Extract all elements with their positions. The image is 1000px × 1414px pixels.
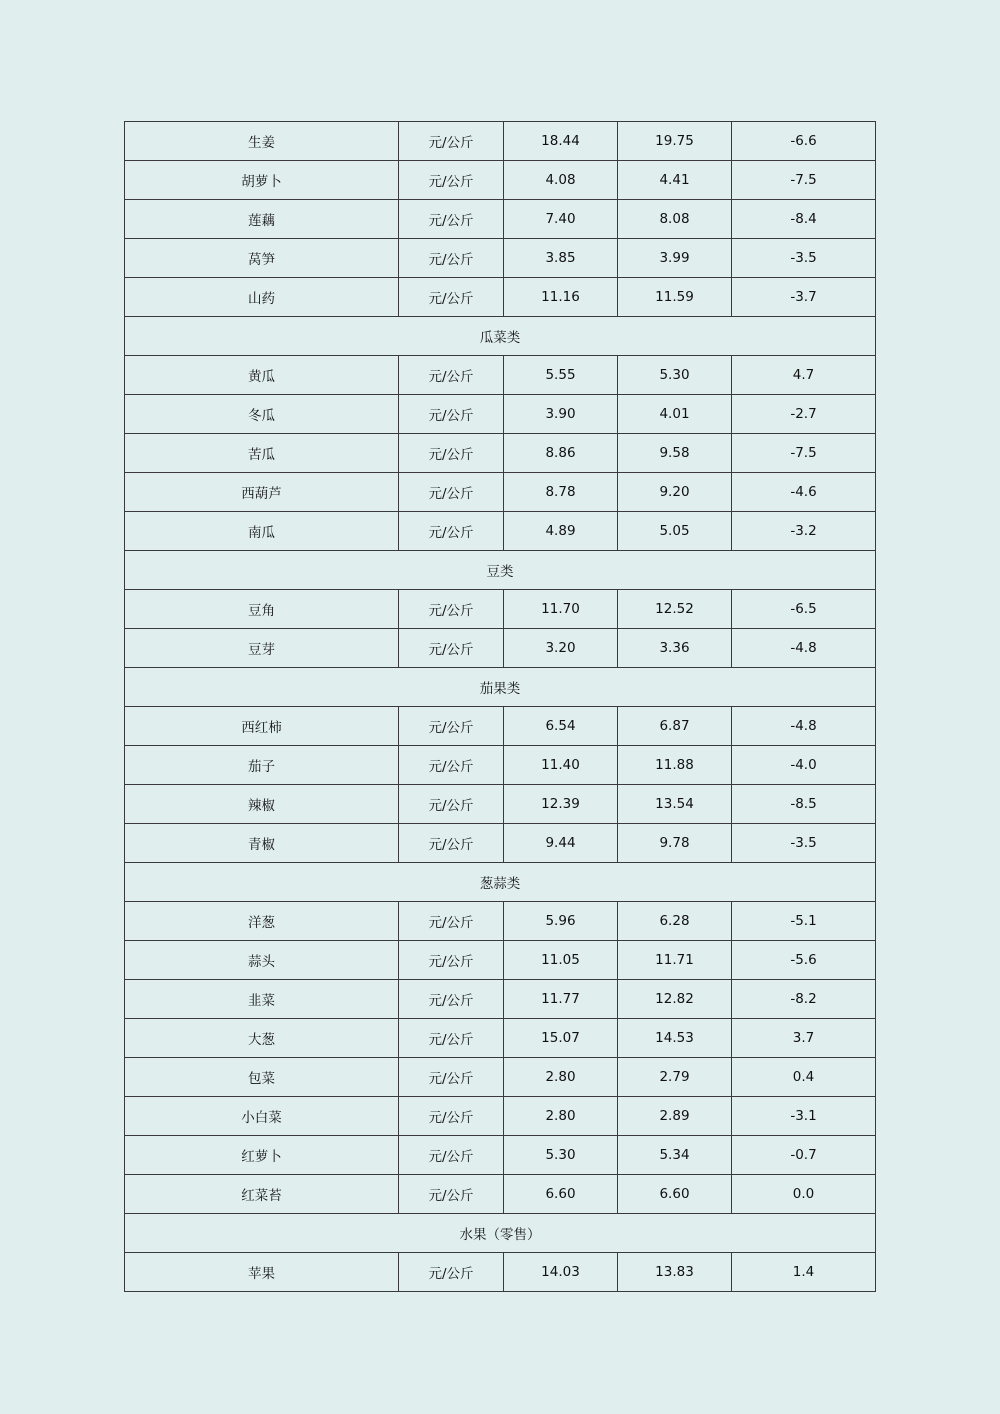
current-price-cell: 2.80 <box>504 1058 618 1097</box>
unit-cell: 元/公斤 <box>399 1019 504 1058</box>
item-name-cell: 豆角 <box>125 590 399 629</box>
previous-price-cell: 13.83 <box>618 1253 732 1292</box>
unit-cell: 元/公斤 <box>399 707 504 746</box>
current-price-cell: 14.03 <box>504 1253 618 1292</box>
unit-cell: 元/公斤 <box>399 941 504 980</box>
table-row <box>125 980 876 1019</box>
previous-price-cell: 12.52 <box>618 590 732 629</box>
unit-cell: 元/公斤 <box>399 1136 504 1175</box>
table-row <box>125 395 876 434</box>
change-percent-cell: -7.5 <box>732 434 876 473</box>
unit-cell: 元/公斤 <box>399 200 504 239</box>
table-row <box>125 434 876 473</box>
previous-price-cell: 5.30 <box>618 356 732 395</box>
current-price-cell: 9.44 <box>504 824 618 863</box>
previous-price-cell: 9.78 <box>618 824 732 863</box>
item-name-cell: 西葫芦 <box>125 473 399 512</box>
table-row <box>125 629 876 668</box>
change-percent-cell: -3.5 <box>732 824 876 863</box>
item-name-cell: 莴笋 <box>125 239 399 278</box>
item-name-cell: 辣椒 <box>125 785 399 824</box>
current-price-cell: 6.54 <box>504 707 618 746</box>
table-row <box>125 785 876 824</box>
change-percent-cell: 3.7 <box>732 1019 876 1058</box>
previous-price-cell: 9.20 <box>618 473 732 512</box>
change-percent-cell: -6.6 <box>732 122 876 161</box>
unit-cell: 元/公斤 <box>399 902 504 941</box>
current-price-cell: 3.20 <box>504 629 618 668</box>
unit-cell: 元/公斤 <box>399 278 504 317</box>
change-percent-cell: -6.5 <box>732 590 876 629</box>
current-price-cell: 2.80 <box>504 1097 618 1136</box>
unit-cell: 元/公斤 <box>399 512 504 551</box>
item-name-cell: 包菜 <box>125 1058 399 1097</box>
current-price-cell: 8.78 <box>504 473 618 512</box>
current-price-cell: 15.07 <box>504 1019 618 1058</box>
category-header-row <box>125 668 876 707</box>
previous-price-cell: 4.01 <box>618 395 732 434</box>
table-row <box>125 239 876 278</box>
previous-price-cell: 3.99 <box>618 239 732 278</box>
current-price-cell: 11.70 <box>504 590 618 629</box>
table-row <box>125 356 876 395</box>
previous-price-cell: 11.59 <box>618 278 732 317</box>
unit-cell: 元/公斤 <box>399 161 504 200</box>
change-percent-cell: -4.8 <box>732 707 876 746</box>
category-header-row <box>125 863 876 902</box>
unit-cell: 元/公斤 <box>399 1097 504 1136</box>
table-row <box>125 1019 876 1058</box>
previous-price-cell: 4.41 <box>618 161 732 200</box>
category-header-row <box>125 551 876 590</box>
table-row <box>125 1058 876 1097</box>
table-row <box>125 902 876 941</box>
current-price-cell: 8.86 <box>504 434 618 473</box>
unit-cell: 元/公斤 <box>399 1253 504 1292</box>
table-row <box>125 941 876 980</box>
unit-cell: 元/公斤 <box>399 473 504 512</box>
unit-cell: 元/公斤 <box>399 746 504 785</box>
unit-cell: 元/公斤 <box>399 1058 504 1097</box>
previous-price-cell: 12.82 <box>618 980 732 1019</box>
table-row <box>125 1253 876 1292</box>
item-name-cell: 冬瓜 <box>125 395 399 434</box>
current-price-cell: 7.40 <box>504 200 618 239</box>
current-price-cell: 5.55 <box>504 356 618 395</box>
change-percent-cell: -8.4 <box>732 200 876 239</box>
item-name-cell: 蒜头 <box>125 941 399 980</box>
previous-price-cell: 6.60 <box>618 1175 732 1214</box>
item-name-cell: 红菜苔 <box>125 1175 399 1214</box>
unit-cell: 元/公斤 <box>399 629 504 668</box>
unit-cell: 元/公斤 <box>399 395 504 434</box>
item-name-cell: 洋葱 <box>125 902 399 941</box>
change-percent-cell: -8.2 <box>732 980 876 1019</box>
item-name-cell: 青椒 <box>125 824 399 863</box>
unit-cell: 元/公斤 <box>399 824 504 863</box>
previous-price-cell: 11.88 <box>618 746 732 785</box>
item-name-cell: 莲藕 <box>125 200 399 239</box>
price-table-body <box>125 122 876 1292</box>
table-row <box>125 746 876 785</box>
current-price-cell: 3.85 <box>504 239 618 278</box>
item-name-cell: 红萝卜 <box>125 1136 399 1175</box>
change-percent-cell: -3.1 <box>732 1097 876 1136</box>
current-price-cell: 11.40 <box>504 746 618 785</box>
item-name-cell: 豆芽 <box>125 629 399 668</box>
previous-price-cell: 13.54 <box>618 785 732 824</box>
table-row <box>125 1097 876 1136</box>
change-percent-cell: -0.7 <box>732 1136 876 1175</box>
table-row <box>125 707 876 746</box>
current-price-cell: 11.05 <box>504 941 618 980</box>
item-name-cell: 苹果 <box>125 1253 399 1292</box>
change-percent-cell: -4.8 <box>732 629 876 668</box>
change-percent-cell: -7.5 <box>732 161 876 200</box>
change-percent-cell: 0.4 <box>732 1058 876 1097</box>
previous-price-cell: 3.36 <box>618 629 732 668</box>
change-percent-cell: -3.2 <box>732 512 876 551</box>
table-row <box>125 824 876 863</box>
unit-cell: 元/公斤 <box>399 1175 504 1214</box>
unit-cell: 元/公斤 <box>399 590 504 629</box>
change-percent-cell: 1.4 <box>732 1253 876 1292</box>
price-table <box>124 121 876 1292</box>
change-percent-cell: -8.5 <box>732 785 876 824</box>
unit-cell: 元/公斤 <box>399 434 504 473</box>
current-price-cell: 18.44 <box>504 122 618 161</box>
category-label: 茄果类 <box>125 668 876 707</box>
previous-price-cell: 2.79 <box>618 1058 732 1097</box>
current-price-cell: 3.90 <box>504 395 618 434</box>
item-name-cell: 山药 <box>125 278 399 317</box>
category-label: 豆类 <box>125 551 876 590</box>
table-row <box>125 200 876 239</box>
unit-cell: 元/公斤 <box>399 980 504 1019</box>
category-label: 瓜菜类 <box>125 317 876 356</box>
previous-price-cell: 14.53 <box>618 1019 732 1058</box>
table-row <box>125 1136 876 1175</box>
item-name-cell: 黄瓜 <box>125 356 399 395</box>
unit-cell: 元/公斤 <box>399 785 504 824</box>
change-percent-cell: -4.0 <box>732 746 876 785</box>
change-percent-cell: -2.7 <box>732 395 876 434</box>
table-row <box>125 473 876 512</box>
table-row <box>125 122 876 161</box>
table-row <box>125 512 876 551</box>
current-price-cell: 5.30 <box>504 1136 618 1175</box>
item-name-cell: 南瓜 <box>125 512 399 551</box>
item-name-cell: 韭菜 <box>125 980 399 1019</box>
change-percent-cell: 4.7 <box>732 356 876 395</box>
previous-price-cell: 9.58 <box>618 434 732 473</box>
current-price-cell: 11.16 <box>504 278 618 317</box>
change-percent-cell: 0.0 <box>732 1175 876 1214</box>
change-percent-cell: -4.6 <box>732 473 876 512</box>
current-price-cell: 4.08 <box>504 161 618 200</box>
previous-price-cell: 8.08 <box>618 200 732 239</box>
previous-price-cell: 6.87 <box>618 707 732 746</box>
unit-cell: 元/公斤 <box>399 239 504 278</box>
item-name-cell: 茄子 <box>125 746 399 785</box>
previous-price-cell: 19.75 <box>618 122 732 161</box>
unit-cell: 元/公斤 <box>399 122 504 161</box>
change-percent-cell: -3.5 <box>732 239 876 278</box>
table-row <box>125 278 876 317</box>
table-row <box>125 590 876 629</box>
table-row <box>125 161 876 200</box>
item-name-cell: 胡萝卜 <box>125 161 399 200</box>
item-name-cell: 大葱 <box>125 1019 399 1058</box>
table-row <box>125 1175 876 1214</box>
current-price-cell: 12.39 <box>504 785 618 824</box>
previous-price-cell: 5.34 <box>618 1136 732 1175</box>
previous-price-cell: 2.89 <box>618 1097 732 1136</box>
item-name-cell: 小白菜 <box>125 1097 399 1136</box>
current-price-cell: 5.96 <box>504 902 618 941</box>
change-percent-cell: -5.1 <box>732 902 876 941</box>
change-percent-cell: -3.7 <box>732 278 876 317</box>
unit-cell: 元/公斤 <box>399 356 504 395</box>
category-label: 水果（零售） <box>125 1214 876 1253</box>
current-price-cell: 6.60 <box>504 1175 618 1214</box>
previous-price-cell: 5.05 <box>618 512 732 551</box>
item-name-cell: 生姜 <box>125 122 399 161</box>
previous-price-cell: 11.71 <box>618 941 732 980</box>
current-price-cell: 11.77 <box>504 980 618 1019</box>
category-label: 葱蒜类 <box>125 863 876 902</box>
change-percent-cell: -5.6 <box>732 941 876 980</box>
previous-price-cell: 6.28 <box>618 902 732 941</box>
category-header-row <box>125 317 876 356</box>
item-name-cell: 苦瓜 <box>125 434 399 473</box>
current-price-cell: 4.89 <box>504 512 618 551</box>
item-name-cell: 西红柿 <box>125 707 399 746</box>
category-header-row <box>125 1214 876 1253</box>
